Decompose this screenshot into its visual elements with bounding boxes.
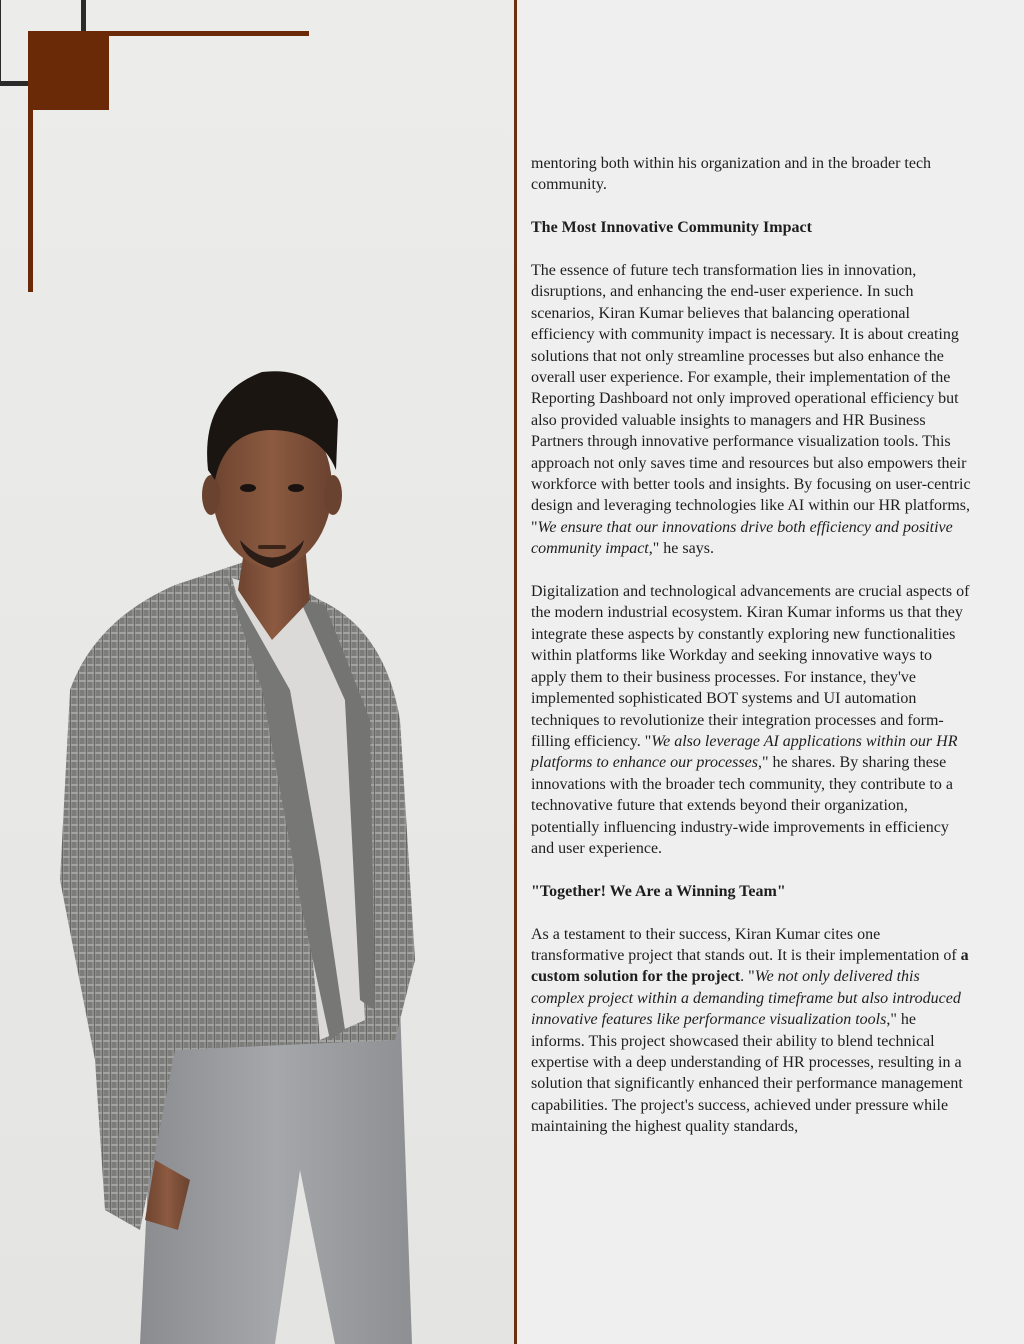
quote: We ensure that our innovations drive both efficiency and positive community impact	[531, 518, 953, 558]
section-heading-community-impact: The Most Innovative Community Impact	[531, 219, 812, 237]
quote: We not only delivered this complex project within a demanding timeframe but also introduced innovative features like performance visualization tools	[531, 968, 961, 1029]
article-body	[531, 153, 971, 1138]
bold-phrase: a custom solution for the project	[531, 946, 969, 986]
paragraph: As a testament to their success, Kiran Kumar cites one transformative project that stands out. It is their implementation of a custom solution for the project. "We not only delivered this complex project within a demanding timeframe but also introduced innovative features like performance visualization tools," he informs. This project showcased their ability to blend technical expertise with a deep understanding of HR processes, resulting in a solution that significantly enhanced their performance management capabilities. The project's success, achieved under pressure while maintaining the highest quality standards,	[531, 925, 969, 1136]
quote: We also leverage AI applications within our HR platforms to enhance our processes	[531, 732, 958, 772]
paragraph: The essence of future tech transformation lies in innovation, disruptions, and enhancing the end-user experience. In such scenarios, Kiran Kumar believes that balancing operational efficiency with community impact is necessary. It is about creating solutions that not only streamline processes but also enhance the overall user experience. For example, their implementation of the Reporting Dashboard not only improved operational efficiency but also provided valuable insights to managers and HR Business Partners through innovative performance visualization tools. This approach not only saves time and resources but also empowers their workforce with better tools and insights. By focusing on user-centric design and leveraging technologies like AI within our HR platforms, "We ensure that our innovations drive both efficiency and positive community impact," he says.	[531, 262, 971, 558]
decorative-square	[28, 31, 109, 110]
paragraph: Digitalization and technological advancements are crucial aspects of the modern industrial ecosystem. Kiran Kumar informs us that they integrate these aspects by constantly exploring new functionalities within platforms like Workday and seeking innovative ways to apply them to their business processes. For instance, they've implemented sophisticated BOT systems and UI automation techniques to revolutionize their integration processes and form-filling efficiency. "We also leverage AI applications within our HR platforms to enhance our processes," he shares. By sharing these innovations with the broader tech community, they contribute to a technovative future that extends beyond their organization, potentially influencing industry-wide improvements in efficiency and user experience.	[531, 583, 970, 857]
section-heading-winning-team: "Together! We Are a Winning Team"	[531, 882, 786, 900]
intro-paragraph: mentoring both within his organization and in the broader tech community.	[531, 155, 932, 194]
